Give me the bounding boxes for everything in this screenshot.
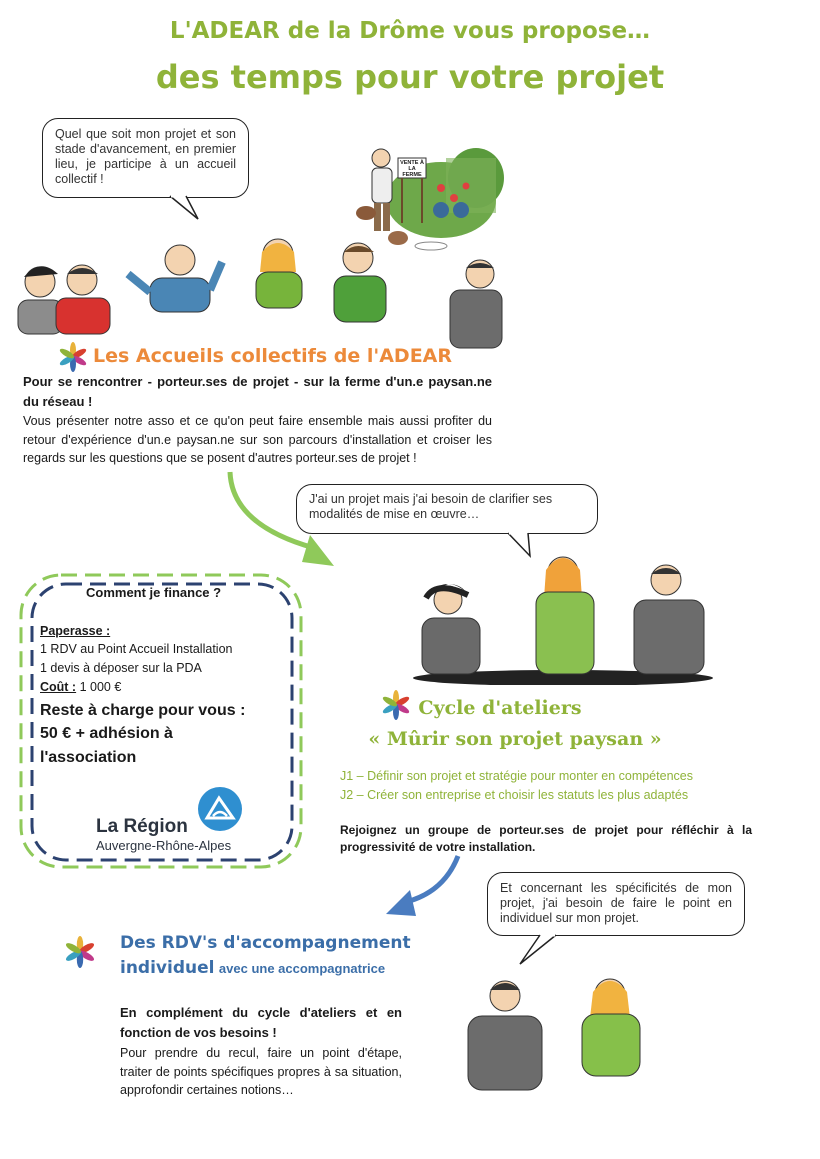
finance-cout-label: Coût : — [40, 680, 77, 694]
workshop-group-illustration — [408, 540, 718, 685]
cycle-body: Rejoignez un groupe de porteur.ses de projet pour réfléchir à la progressivité de votre installation. — [340, 823, 752, 854]
rdv-title-1: Des RDV's d'accompagnement — [120, 933, 411, 953]
flower-logo-icon-3 — [64, 936, 96, 968]
accueils-lead: Pour se rencontrer - porteur.ses de projet - sur la ferme d'un.e paysan.ne du réseau ! — [23, 374, 492, 409]
speech-bubble-2 — [296, 484, 598, 534]
speech-bubble-3 — [487, 872, 745, 936]
finance-reste-1: Reste à charge pour vous : — [40, 702, 246, 719]
cycle-title-2: « Mûrir son projet paysan » — [368, 728, 662, 750]
finance-paperasse-1: 1 RDV au Point Accueil Installation — [40, 642, 233, 656]
speech-bubble-2-text: J'ai un projet mais j'ai besoin de clarifier ses modalités de mise en œuvre… — [309, 492, 553, 521]
finance-paperasse-label: Paperasse : — [40, 624, 111, 638]
speech-bubble-1-tail — [150, 194, 210, 222]
rdv-title-2: individuel — [120, 958, 215, 978]
region-logo-icon — [197, 786, 243, 832]
people-group-illustration — [10, 232, 510, 352]
flower-logo-icon — [58, 342, 88, 372]
rdv-title-2-line — [120, 958, 385, 978]
speech-bubble-1-text: Quel que soit mon projet et son stade d'avancement, en premier lieu, je participe à un accueil collectif ! — [55, 127, 236, 186]
cycle-title-1: Cycle d'ateliers — [418, 697, 582, 719]
finance-cout — [40, 680, 121, 694]
finance-reste-3: l'association — [40, 749, 137, 766]
accueils-title: Les Accueils collectifs de l'ADEAR — [93, 345, 453, 367]
cycle-j1: J1 – Définir son projet et stratégie pour monter en compétences — [340, 769, 693, 783]
blue-arrow-icon — [384, 852, 464, 932]
header-line-1: L'ADEAR de la Drôme vous propose… — [169, 18, 651, 44]
region-logo-sub: Auvergne-Rhône-Alpes — [96, 838, 232, 853]
rdv-title-2-suffix: avec une accompagnatrice — [218, 961, 386, 976]
region-logo-name: La Région — [96, 816, 188, 837]
farm-sign-text: VENTE À LA FERME — [400, 160, 424, 178]
finance-reste-2: 50 € + adhésion à — [40, 725, 173, 742]
header-line-2: des temps pour votre projet — [155, 58, 665, 96]
finance-title: Comment je finance ? — [86, 585, 222, 600]
finance-paperasse-2: 1 devis à déposer sur la PDA — [40, 661, 202, 675]
cycle-j2: J2 – Créer son entreprise et choisir les statuts les plus adaptés — [340, 788, 689, 802]
speech-bubble-3-tail — [510, 932, 570, 968]
speech-bubble-1 — [42, 118, 249, 198]
speech-bubble-3-text: Et concernant les spécificités de mon projet, j'ai besoin de faire le point en individuel sur mon projet. — [500, 881, 732, 925]
rdv-body: Pour prendre du recul, faire un point d'étape, traiter de points spécifiques propres à sa situation, approfondir certaines notions… — [120, 1046, 402, 1097]
rdv-lead: En complément du cycle d'ateliers et en fonction de vos besoins ! — [120, 1005, 402, 1040]
finance-cout-value: 1 000 € — [79, 680, 122, 694]
consultation-illustration — [460, 968, 650, 1093]
accueils-body: Vous présenter notre asso et ce qu'on peut faire ensemble mais aussi profiter du retour d'expérience d'un.e paysan.ne sur son parcours d'installation et croiser les regards sur les questions que se posent d'autres porteur.ses de projet ! — [23, 414, 492, 465]
